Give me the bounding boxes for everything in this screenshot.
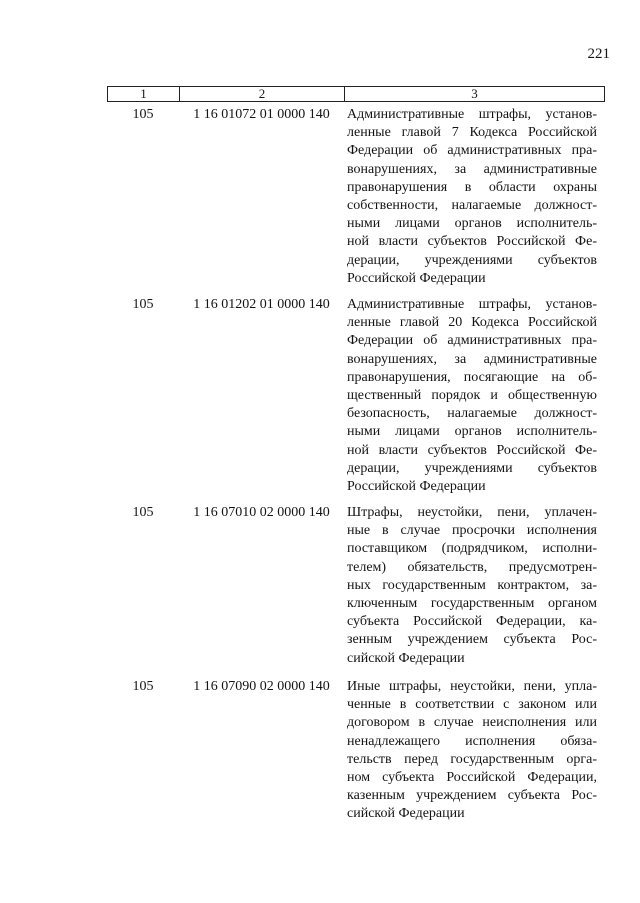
description-line: ленные главой 20 Кодекса Российской [347,315,597,331]
description-line: Российской Федерации [347,270,486,286]
description-line: дерации, учреждениями субъектов [347,460,597,476]
description-line: правонарушения, посягающие на об- [347,369,597,385]
description-line: субъекта Российской Федерации, ка- [347,614,597,630]
description-line: ные в случае просрочки исполнения [347,523,597,539]
description-line: Федерации об административных пра- [347,143,597,159]
description-line: ной власти субъектов Российской Фе- [347,442,597,458]
description-line: ненадлежащего исполнения обяза- [347,733,597,749]
description-line: Иные штрафы, неустойки, пени, упла- [347,679,597,694]
description-line: собственности, налагаемые должност- [347,197,597,213]
description-line: сийской Федерации [347,806,465,822]
revenue-description [347,106,597,288]
page-number: 221 [587,46,610,62]
description-line: Штрафы, неустойки, пени, уплачен- [347,505,597,520]
revenue-description [347,678,597,824]
description-line: вонарушениях, за административные [347,351,597,367]
revenue-description [347,296,597,496]
table-header [107,86,605,102]
admin-code: 105 [132,107,154,122]
description-line: правонарушения в области охраны [347,179,597,195]
budget-classification-code: 1 16 01202 01 0000 140 [193,297,330,312]
description-line: Федерации об административных пра- [347,333,597,349]
description-line: ченные в соответствии с законом или [347,697,597,713]
description-line: ными лицами органов исполнитель- [347,424,597,440]
admin-code: 105 [132,679,154,694]
admin-code: 105 [132,505,154,520]
description-line: дерации, учреждениями субъектов [347,252,597,268]
budget-classification-code: 1 16 07090 02 0000 140 [193,679,330,694]
revenue-description [347,504,597,668]
header-col-2: 2 [180,87,345,101]
description-line: ной власти субъектов Российской Фе- [347,234,597,250]
description-line: Административные штрафы, установ- [347,297,597,312]
description-line: Административные штрафы, установ- [347,107,597,122]
description-line: ном субъекта Российской Федерации, [347,769,597,785]
description-line: телем) обязательств, предусмотрен- [347,559,597,575]
header-col-1: 1 [108,87,180,101]
description-line: ленные главой 7 Кодекса Российской [347,125,597,141]
budget-classification-code: 1 16 07010 02 0000 140 [193,505,330,520]
description-line: поставщиком (подрядчиком, исполни- [347,541,597,557]
admin-code: 105 [132,297,154,312]
description-line: Российской Федерации [347,478,486,494]
description-line: тельств перед государственным орга- [347,751,597,767]
description-line: ключенным государственным органом [347,595,597,611]
description-line: ных государственным контрактом, за- [347,577,597,593]
description-line: сийской Федерации [347,650,465,666]
description-line: безопасность, налагаемые должност- [347,406,597,422]
budget-classification-code: 1 16 01072 01 0000 140 [193,107,330,122]
header-col-3: 3 [471,86,478,101]
description-line: ными лицами органов исполнитель- [347,216,597,232]
description-line: договором в случае неисполнения или [347,715,597,731]
description-line: казенным учреждением субъекта Рос- [347,788,597,804]
description-line: вонарушениях, за административные [347,161,597,177]
description-line: щественный порядок и общественную [347,387,597,403]
description-line: зенным учреждением субъекта Рос- [347,632,597,648]
